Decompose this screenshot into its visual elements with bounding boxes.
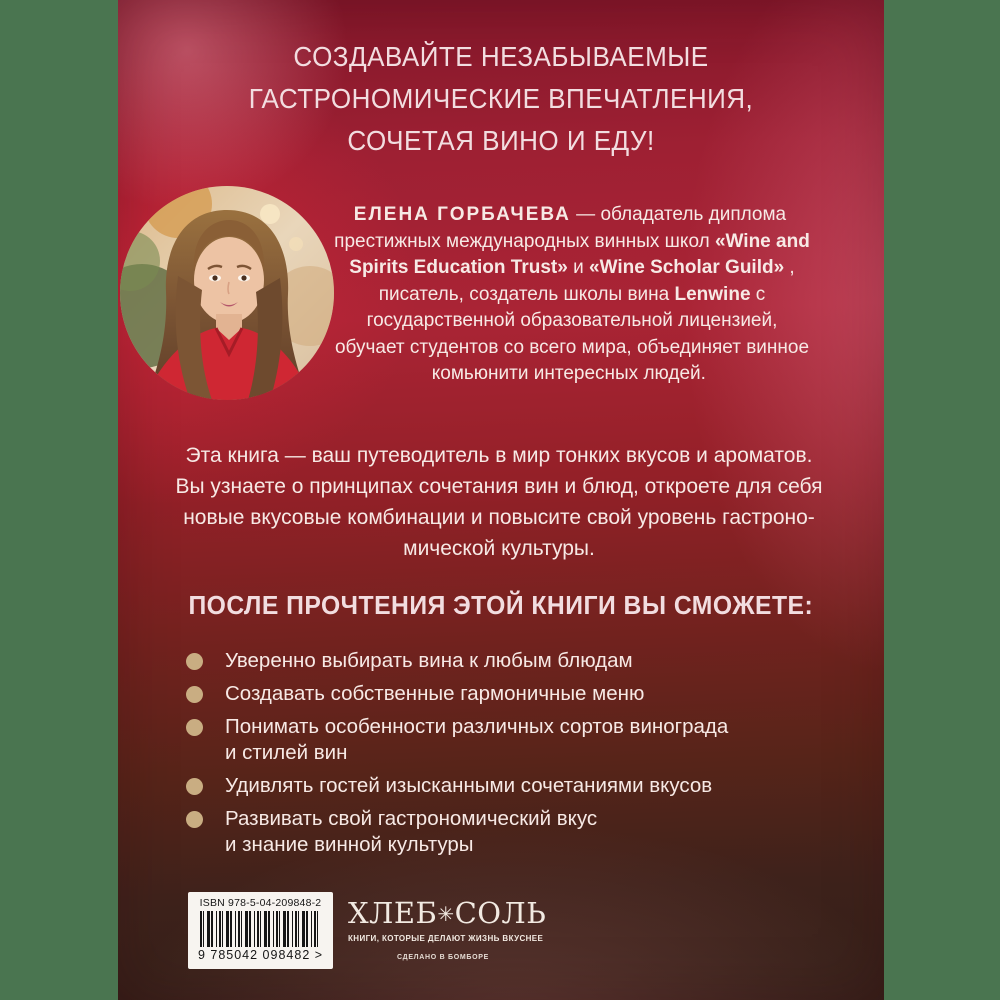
benefits-title-text: ПОСЛЕ ПРОЧТЕНИЯ ЭТОЙ КНИГИ ВЫ СМОЖЕТЕ: (188, 590, 814, 620)
bullet-dot-icon (186, 653, 203, 670)
author-name: ЕЛЕНА ГОРБАЧЕВА (353, 204, 571, 225)
publisher-logo (348, 896, 547, 961)
book-back-cover (118, 0, 884, 1000)
bullet-dot-icon (186, 686, 203, 703)
benefit-text (225, 681, 644, 707)
benefit-line: и стилей вин (225, 741, 348, 764)
benefit-line: Развивать свой гастрономический вкус (225, 807, 598, 830)
benefit-text (225, 648, 633, 674)
author-section (118, 186, 810, 400)
bio-text: и (567, 257, 589, 278)
isbn-label: ISBN 978-5-04-209848-2 (199, 897, 322, 909)
isbn-barcode (188, 892, 333, 969)
benefit-line: Удивлять гостей изысканными сочетаниями вкусов (225, 774, 713, 797)
author-portrait-illustration (120, 186, 334, 400)
bullet-dot-icon (186, 811, 203, 828)
list-item (186, 681, 806, 707)
description-line: новые вкусовые комбинации и повысите свой уровень гастроно- (183, 506, 815, 529)
benefits-list (186, 648, 806, 865)
bullet-dot-icon (186, 778, 203, 795)
benefits-title (118, 590, 884, 621)
description-line: мической культуры. (403, 537, 595, 560)
description-line: Эта книга — ваш путеводитель в мир тонких вкусов и ароматов. (185, 444, 813, 467)
school-name-wsg: «Wine Scholar Guild» (589, 257, 785, 278)
benefit-line: и знание винной культуры (225, 833, 474, 856)
list-item (186, 806, 806, 858)
benefit-line: Создавать собственные гармоничные меню (225, 682, 645, 705)
list-item (186, 648, 806, 674)
author-photo (118, 186, 334, 400)
bullet-dot-icon (186, 719, 203, 736)
barcode-bars-icon (200, 911, 321, 947)
brand-lenwine: Lenwine (674, 283, 751, 305)
list-item (186, 773, 806, 799)
headline-line-3: СОЧЕТАЯ ВИНО И ЕДУ! (347, 125, 655, 156)
bio-text: , писатель, создатель школы вина (378, 257, 795, 305)
publisher-tagline: КНИГИ, КОТОРЫЕ ДЕЛАЮТ ЖИЗНЬ ВКУСНЕЕ (348, 934, 544, 943)
benefit-text (225, 806, 597, 858)
school-name-wset: «Wine and Spirits Education Trust» (349, 230, 810, 278)
benefit-text (225, 714, 728, 766)
benefit-line: Уверенно выбирать вина к любым блюдам (225, 649, 633, 672)
publisher-name (348, 896, 547, 930)
bio-text: с государственной образовательной лицензией, обучает студентов со всего мира, объединяет винное комьюнити интересных людей. (334, 283, 810, 384)
publisher-name-part2: СОЛЬ (454, 896, 547, 930)
book-description (154, 440, 844, 564)
bio-text: — обладатель диплома престижных международных винных школ (334, 204, 787, 252)
headline (118, 36, 884, 162)
headline-line-2: ГАСТРОНОМИЧЕСКИЕ ВПЕЧАТЛЕНИЯ, (248, 83, 754, 114)
description-line: Вы узнаете о принципах сочетания вин и блюд, откроете для себя (175, 475, 823, 498)
publisher-name-part1: ХЛЕБ (348, 896, 438, 930)
star-icon: ✳ (437, 902, 455, 926)
benefit-line: Понимать особенности различных сортов винограда (225, 715, 729, 738)
publisher-madein: СДЕЛАНО В БОМБОРЕ (396, 954, 490, 961)
benefit-text (225, 773, 712, 799)
list-item (186, 714, 806, 766)
barcode-digits: 9 785042 098482 > (197, 948, 324, 962)
headline-line-1: СОЗДАВАЙТЕ НЕЗАБЫВАЕМЫЕ (293, 41, 709, 72)
